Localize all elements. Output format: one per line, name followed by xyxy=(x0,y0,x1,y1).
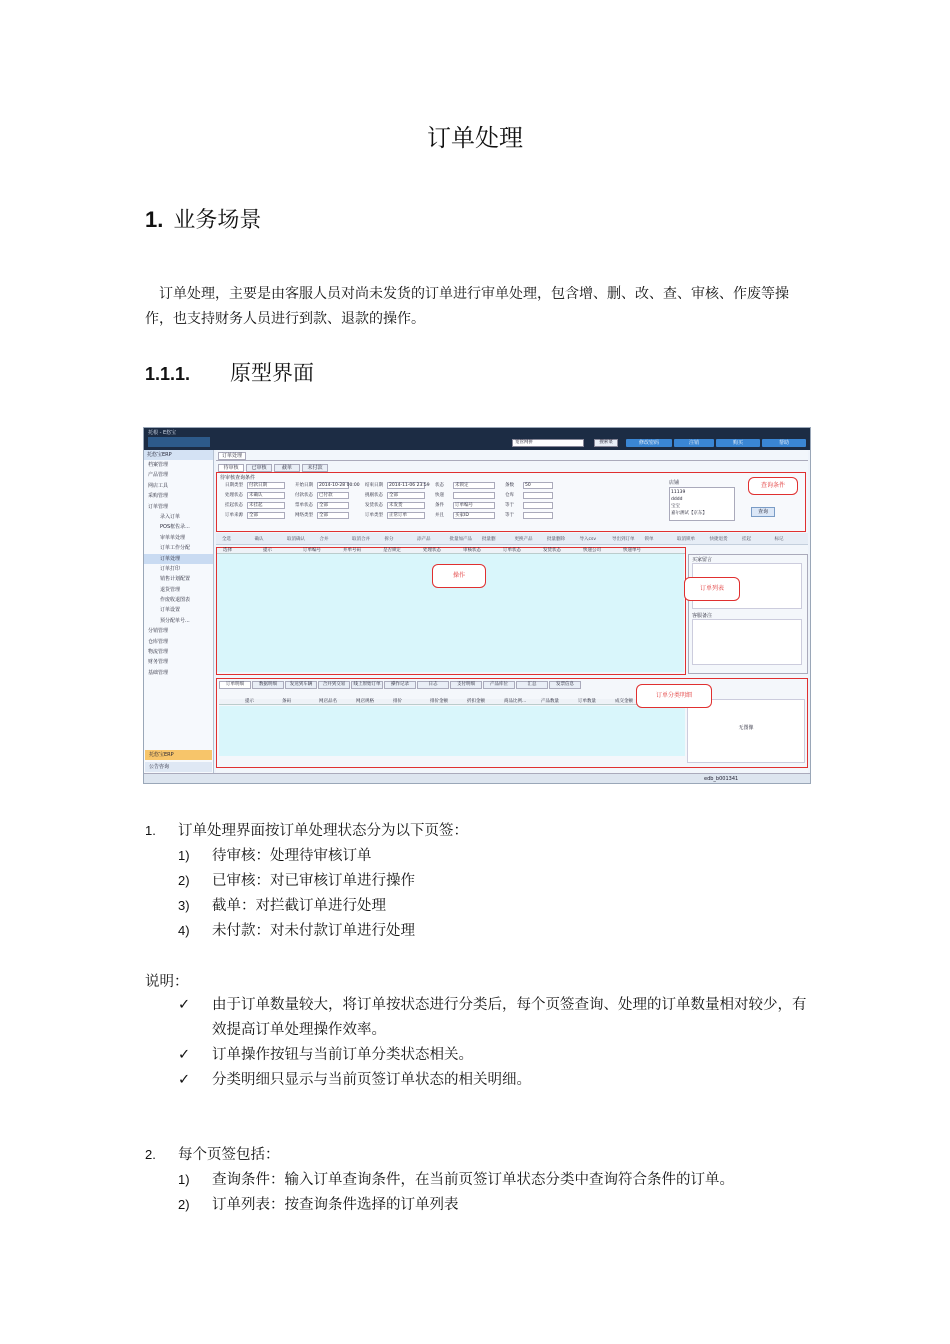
query-field-label: 条件 xyxy=(435,503,444,508)
order-side-panel xyxy=(688,554,808,674)
section-1-number: 1. xyxy=(145,207,164,232)
toolbar-button[interactable]: 批量删除 xyxy=(547,537,565,542)
sidebar-tree-item[interactable]: 物流管理 xyxy=(148,649,169,656)
sidebar-tree-item[interactable]: 订单设置 xyxy=(160,607,181,614)
detail-grid-column: 条码 xyxy=(282,699,291,704)
order-grid-column: 处理状态 xyxy=(423,548,441,553)
list1-item-text: 未付款：对未付款订单进行处理 xyxy=(212,923,415,939)
list2-item xyxy=(178,1192,459,1218)
toolbar-button[interactable]: 确认 xyxy=(254,537,264,542)
status-user: edb_b001341 xyxy=(704,776,739,782)
detail-tab[interactable]: 合并到交易 xyxy=(318,681,350,689)
section-111-number: 1.1.1. xyxy=(145,364,191,384)
query-field-label: 状态 xyxy=(435,483,444,488)
store-option[interactable]: 嘉尔测试【京东】 xyxy=(671,511,707,516)
sidebar-tree-item[interactable]: 退货管理 xyxy=(160,586,181,593)
note-item xyxy=(178,1068,810,1093)
sidebar-tree-item[interactable]: 订单管理 xyxy=(148,503,169,510)
toolbar-button[interactable]: 批量加产品 xyxy=(449,537,472,542)
query-field-label: 订单来源 xyxy=(225,513,243,518)
order-grid-column: 订单编号 xyxy=(303,548,321,553)
query-field-label: 发货状态 xyxy=(365,503,383,508)
toolbar-button[interactable]: 锁单 xyxy=(644,537,654,542)
query-field-label: 订单类型 xyxy=(365,513,383,518)
detail-grid-column: 提示 xyxy=(245,699,254,704)
check-icon: ✓ xyxy=(178,997,191,1013)
detail-grid-column: 产品数量 xyxy=(541,699,559,704)
list1-item-number: 1) xyxy=(178,848,190,863)
order-grid-column: 快递单号 xyxy=(623,548,641,553)
detail-tab[interactable]: 操作记录 xyxy=(384,681,416,689)
sidebar-tree xyxy=(144,460,213,678)
query-field-input[interactable]: 未发货 xyxy=(387,502,425,509)
query-field-input[interactable]: 订单编号 xyxy=(453,502,495,509)
callout-query-conditions: 查询条件 xyxy=(748,477,798,495)
list1-item-number: 4) xyxy=(178,923,190,938)
section-111-heading xyxy=(145,357,314,387)
callout-order-list: 订单列表 xyxy=(684,577,740,601)
query-field-label: 等于 xyxy=(505,513,514,518)
sidebar-tree-item[interactable]: 审单单处理 xyxy=(160,534,186,541)
query-field-label: 日期类型 xyxy=(225,483,243,488)
detail-grid-column: 折扣金额 xyxy=(467,699,485,704)
list1-item-number: 2) xyxy=(178,873,190,888)
query-field-input[interactable]: 全部 xyxy=(387,492,425,499)
order-grid-column: 是否锁定 xyxy=(383,548,401,553)
list2-item-number: 1) xyxy=(178,1172,190,1187)
query-field-input[interactable]: 50 xyxy=(523,482,553,489)
order-grid-column: 提示 xyxy=(263,548,272,553)
detail-tab[interactable]: 发票信息 xyxy=(549,681,581,689)
query-field-label: 结束日期 xyxy=(365,483,383,488)
detail-grid-column: 网店规格 xyxy=(356,699,374,704)
list2-item xyxy=(178,1167,734,1193)
operations-toolbar xyxy=(216,533,808,545)
sidebar-tree-item[interactable]: 采购管理 xyxy=(148,493,169,500)
detail-grid-body[interactable] xyxy=(219,706,685,756)
intro-paragraph: 订单处理，主要是由客服人员对尚未发货的订单进行审单处理，包含增、删、改、查、审核、作废等操作，也支持财务人员进行到款、退款的操作。 xyxy=(145,286,789,327)
query-field-input[interactable]: 全部 xyxy=(317,502,349,509)
order-grid-column: 发货状态 xyxy=(543,548,561,553)
service-note-label: 客服备注 xyxy=(692,613,713,619)
callout-order-detail: 订单分类明细 xyxy=(636,684,712,708)
list2 xyxy=(145,1142,280,1168)
callout-operations: 操作 xyxy=(432,564,486,588)
top-search-button[interactable]: 搜索菜 xyxy=(594,439,618,447)
detail-grid-column: 成交金额 xyxy=(615,699,633,704)
query-field-input[interactable]: 2014-11-06 23:59 xyxy=(389,483,430,488)
query-row xyxy=(217,482,667,490)
sidebar-tree-item[interactable]: 预分配单号... xyxy=(160,617,190,624)
list1 xyxy=(145,818,468,844)
toolbar-button[interactable]: 挂起 xyxy=(742,537,751,542)
toolbar-button[interactable]: 添产品 xyxy=(417,537,431,542)
query-conditions-panel xyxy=(216,472,806,532)
list2-item-text: 订单列表：按查询条件选择的订单列表 xyxy=(212,1197,459,1213)
query-button[interactable]: 查询 xyxy=(751,507,775,517)
query-field-label: 等于 xyxy=(505,503,514,508)
logout-button[interactable]: 注销 xyxy=(674,439,714,447)
sidebar-tree-item[interactable]: 财务管理 xyxy=(148,659,169,666)
toolbar-button[interactable]: 合并 xyxy=(319,537,329,542)
list1-number: 1. xyxy=(145,823,156,838)
query-field-label: 付款状态 xyxy=(295,493,313,498)
toolbar-button[interactable]: 批量删 xyxy=(482,537,496,542)
list1-item xyxy=(178,843,372,869)
buy-button[interactable]: 购买 xyxy=(716,439,760,447)
top-search-input[interactable]: 宽管网拼 xyxy=(512,439,584,447)
detail-grid-column: 网店品名 xyxy=(319,699,337,704)
query-field-input[interactable]: 未锁定 xyxy=(453,482,495,489)
order-grid-column: 审核状态 xyxy=(463,548,481,553)
query-field-input[interactable]: 正常订单 xyxy=(387,512,425,519)
note-item xyxy=(178,1043,810,1068)
toolbar-button[interactable]: 更换产品 xyxy=(514,537,533,542)
toolbar-button[interactable]: 导入csv xyxy=(579,537,596,542)
tab-reviewed[interactable]: 已审核 xyxy=(246,464,272,472)
section-111-title: 原型界面 xyxy=(230,361,314,385)
query-field-label: 并且 xyxy=(435,513,444,518)
detail-tab[interactable]: 日志 xyxy=(417,681,449,689)
sidebar-tree-item[interactable]: 录入订单 xyxy=(160,513,181,520)
query-field-label: 票单状态 xyxy=(295,503,313,508)
query-field-label: 处理状态 xyxy=(225,493,243,498)
query-field-label: 挑剔状态 xyxy=(365,493,383,498)
toolbar-button[interactable]: 取消确认 xyxy=(287,537,305,542)
list1-item xyxy=(178,893,386,919)
list1-item xyxy=(178,918,415,944)
query-field-label: 快递 xyxy=(435,493,444,498)
check-icon: ✓ xyxy=(178,1072,191,1088)
list1-item xyxy=(178,868,415,894)
query-field-label: 仓库 xyxy=(505,493,514,498)
detail-grid-column: 排价金额 xyxy=(430,699,448,704)
query-field-input[interactable] xyxy=(523,502,553,509)
sidebar-tree-item[interactable]: 销售计划配置 xyxy=(160,576,191,583)
query-title: 待审核查询条件 xyxy=(220,475,256,481)
detail-tab[interactable]: 订单明细 xyxy=(219,681,251,689)
query-field-input[interactable] xyxy=(523,492,553,499)
toolbar-button[interactable]: 快捷退货 xyxy=(709,537,728,542)
query-field-input[interactable] xyxy=(523,512,553,519)
detail-tab[interactable]: 支付明细 xyxy=(450,681,482,689)
notes-label: 说明： xyxy=(145,974,189,990)
list1-item-text: 截单：对拦截订单进行处理 xyxy=(212,898,386,914)
query-field-input[interactable] xyxy=(453,492,495,499)
app-logo xyxy=(148,437,210,447)
detail-tab[interactable]: 数据明细 xyxy=(252,681,284,689)
product-image-box: 无图像 xyxy=(687,699,805,763)
order-detail-panel xyxy=(216,678,808,768)
sidebar-footer-erp[interactable]: 托悠宝ERP xyxy=(145,750,212,760)
detail-grid-column: 订单数量 xyxy=(578,699,596,704)
toolbar-button[interactable]: 全选 xyxy=(222,537,231,542)
sidebar-tree-item[interactable]: 基础管理 xyxy=(148,669,169,676)
query-field-input[interactable]: 未确认 xyxy=(247,492,285,499)
order-grid-column: 并单号码 xyxy=(343,548,361,553)
query-row xyxy=(217,502,667,510)
list2-item-number: 2) xyxy=(178,1197,190,1212)
section-1-title: 业务场景 xyxy=(173,208,262,233)
note-item xyxy=(178,993,810,1043)
section-1-heading xyxy=(145,203,261,234)
store-list[interactable] xyxy=(669,487,735,521)
order-grid-column: 快递公司 xyxy=(583,548,601,553)
list2-item-text: 查询条件：输入订单查询条件，在当前页签订单状态分类中查询符合条件的订单。 xyxy=(212,1172,734,1188)
order-grid-column: 订单状态 xyxy=(503,548,521,553)
help-button[interactable]: 帮助 xyxy=(762,439,806,447)
sidebar xyxy=(144,450,214,773)
list2-text: 每个页签包括： xyxy=(178,1147,280,1163)
service-note-box[interactable] xyxy=(692,619,802,665)
sidebar-tree-item[interactable]: 分销管理 xyxy=(148,628,169,635)
detail-grid-column: 商品比例... xyxy=(504,699,527,704)
query-field-label: 挂起状态 xyxy=(225,503,243,508)
list2-number: 2. xyxy=(145,1147,156,1162)
status-bar xyxy=(144,773,810,783)
detail-tab[interactable]: 汇总 xyxy=(516,681,548,689)
order-grid-column: 选择 xyxy=(223,548,232,553)
list1-item-number: 3) xyxy=(178,898,190,913)
store-option[interactable]: 11139 xyxy=(671,490,686,495)
query-field-label: 条数 xyxy=(505,483,514,488)
query-field-input[interactable]: 全部 xyxy=(247,512,285,519)
query-field-input[interactable]: 买家ID xyxy=(453,512,495,519)
toolbar-button[interactable]: 导出到订单 xyxy=(612,537,635,542)
sidebar-tree-item[interactable]: 作废收退图表 xyxy=(160,597,191,604)
tab-unpaid[interactable]: 未付款 xyxy=(302,464,328,472)
toolbar-button[interactable]: 标记 xyxy=(774,537,784,542)
note-text: 由于订单数量较大，将订单按状态进行分类后，每个页签查询、处理的订单数量相对较少，有效提高订单处理操作效率。 xyxy=(212,997,807,1038)
toolbar-button[interactable]: 取消锁单 xyxy=(677,537,695,542)
toolbar-button[interactable]: 拆分 xyxy=(384,537,394,542)
query-field-label: 网络类型 xyxy=(295,513,313,518)
prototype-screenshot xyxy=(143,427,811,784)
query-field-input[interactable]: 已付款 xyxy=(317,492,349,499)
sidebar-tree-item[interactable]: 产品管理 xyxy=(148,472,169,479)
check-icon: ✓ xyxy=(178,1047,191,1063)
query-row xyxy=(217,512,667,520)
sidebar-tree-item[interactable]: 订单工作分配 xyxy=(160,545,191,552)
sidebar-tree-item[interactable]: 仓库管理 xyxy=(148,638,169,645)
sidebar-tree-item[interactable]: 订单打印 xyxy=(160,565,181,572)
note-text: 订单操作按钮与当前订单分类状态相关。 xyxy=(212,1047,473,1063)
sidebar-tree-item[interactable]: 订单处理 xyxy=(144,554,213,564)
sidebar-tree-item[interactable]: 档案管理 xyxy=(148,462,169,468)
sidebar-header: 托悠宝ERP xyxy=(144,450,213,460)
tab-intercepted[interactable]: 截单 xyxy=(274,464,300,472)
query-field-input[interactable]: 全部 xyxy=(317,512,349,519)
detail-grid-column: 排价 xyxy=(393,699,402,704)
sidebar-tree-item[interactable]: 网店工具 xyxy=(148,482,169,489)
buyer-message-label: 买家留言 xyxy=(692,557,713,563)
store-option[interactable]: dddd xyxy=(671,497,683,502)
tab-order-processing[interactable]: 订单处理 xyxy=(218,452,246,460)
sidebar-footer-notice[interactable]: 公告咨询 xyxy=(145,762,212,772)
tab-pending-review[interactable]: 待审核 xyxy=(218,464,244,472)
list1-item-text: 已审核：对已审核订单进行操作 xyxy=(212,873,415,889)
query-field-label: 开始日期 xyxy=(295,483,313,488)
detail-tab[interactable]: 产品库位 xyxy=(483,681,515,689)
doc-title: 订单处理 xyxy=(427,124,523,152)
list1-item-text: 待审核：处理待审核订单 xyxy=(212,848,372,864)
store-label: 店铺 xyxy=(669,480,680,486)
list1-text: 订单处理界面按订单处理状态分为以下页签： xyxy=(178,823,468,839)
window-title: 托根 - E悠宝 xyxy=(148,430,177,436)
sidebar-tree-item[interactable]: POS框佐录... xyxy=(160,524,190,531)
store-option[interactable]: 宝宝 xyxy=(671,504,680,509)
detail-tab[interactable]: 发送到车辆 xyxy=(285,681,317,689)
detail-tab[interactable]: 线上原始订单 xyxy=(351,681,383,689)
query-field-input[interactable]: 2014-10-28 00:00 xyxy=(319,483,360,488)
query-field-input[interactable]: 未挂起 xyxy=(247,502,285,509)
detail-grid-header xyxy=(219,699,685,705)
change-password-button[interactable]: 修改密码 xyxy=(626,439,672,447)
note-text: 分类明细只显示与当前页签订单状态的相关明细。 xyxy=(212,1072,531,1088)
toolbar-button[interactable]: 取消合并 xyxy=(352,537,370,542)
query-field-input[interactable]: 付款日期 xyxy=(247,482,285,489)
query-row xyxy=(217,492,667,500)
